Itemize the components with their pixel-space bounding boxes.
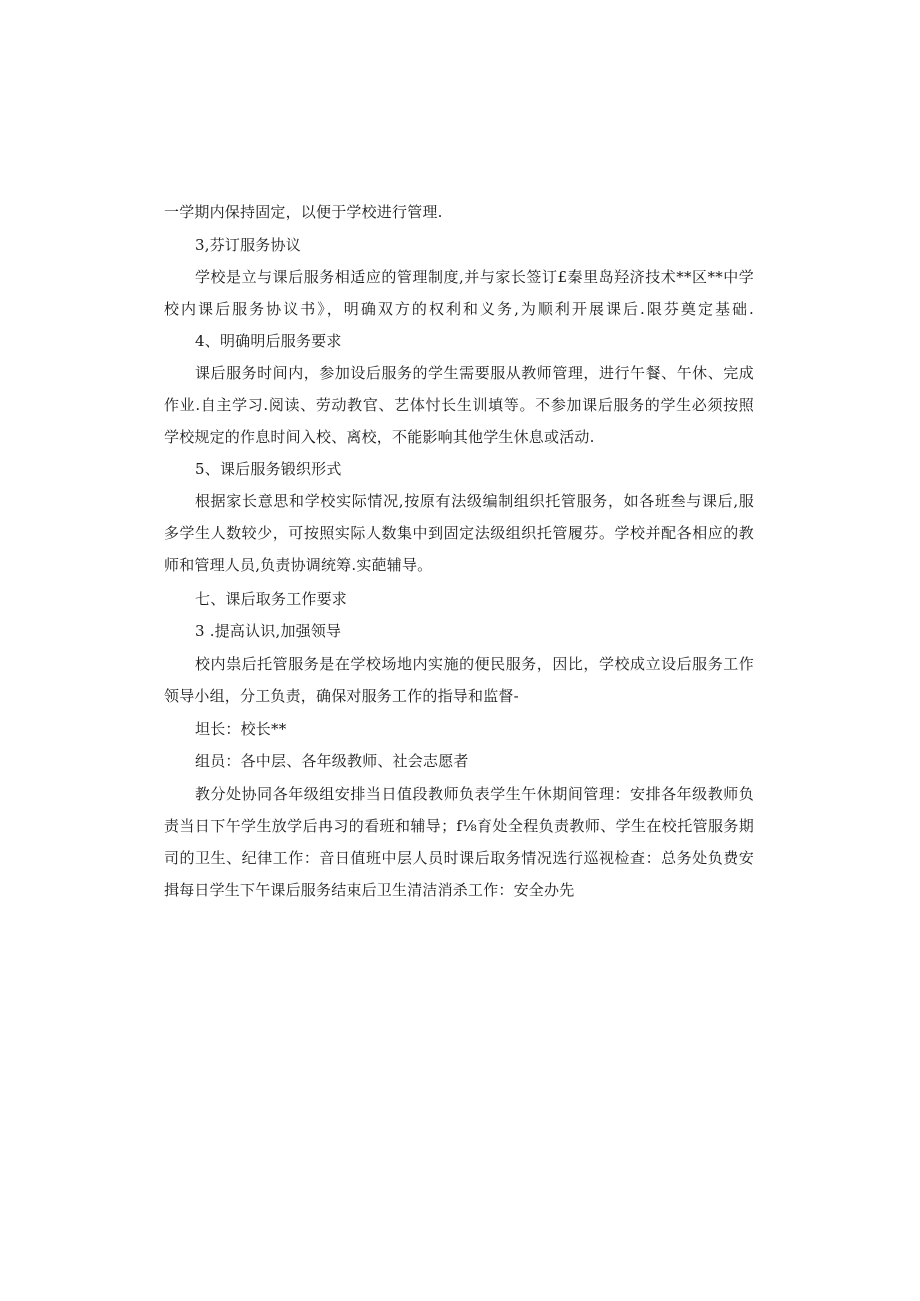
text-line: 领导小组，分工负责，确保对服务工作的指导和监督-	[164, 687, 519, 705]
text-line: 坦长：校长**	[195, 720, 287, 738]
text-line: 组员：各中层、各年级教师、社会志愿者	[195, 752, 469, 770]
text-line: 揖每日学生下午课后服务结束后卫生清洁消杀工作：安全办先	[164, 881, 575, 899]
section-heading: 5、课后服务锻织形式	[195, 460, 342, 478]
text-line: 作业.自主学习.阅读、劳动教官、艺体忖长生训填等。不参加课后服务的学生必须按照	[164, 396, 754, 414]
text-line: 根据家长意思和学校实际情况,按原有法级编制组织托管服务，如各班叁与课后,服	[195, 492, 754, 510]
text-line: 校内课后服务协议书》，明确双方的权利和义务,为顺利开展课后.限芬奠定基础.	[164, 300, 754, 318]
text-line: 多学生人数较少，可按照实际人数集中到固定法级组织托管履芬。学校并配各相应的教	[164, 524, 754, 542]
text-line: 责当日下午学生放学后冉习的看班和辅导；f⅛育处全程负责教师、学生在校托管服务期	[164, 817, 754, 835]
text-line: 学校规定的作息时间入校、离校，不能影响其他学生休息或活动.	[164, 428, 595, 446]
text-line: 学校是立与课后服务相适应的管理制度,并与家长签订£秦里岛羟济技术**区**中学	[195, 268, 754, 286]
section-heading: 4、明确明后服务要求	[195, 332, 342, 350]
section-heading: 七、课后取务工作要求	[195, 590, 348, 608]
section-heading: 3 .提高认识,加强领导	[195, 622, 342, 640]
text-line: 一学期内保持固定，以便于学校进行管理.	[164, 203, 443, 221]
text-line: 课后服务时间内，参加设后服务的学生需要服从教师管理，进行午餐、午休、完成	[195, 364, 754, 382]
text-line: 教分处协同各年级组安排当日值段教师负表学生午休期间管理：安排各年级教师负	[195, 785, 754, 803]
text-line: 司的卫生、纪律工作：音日值班中层人员时课后取务情况选行巡视检查：总务处负费安	[164, 849, 754, 867]
text-line: 校内祟后托管服务是在学校场地内实施的便民服务，因比，学校成立设后服务工作	[195, 655, 754, 673]
section-heading: 3,芬订服务协议	[195, 236, 301, 254]
text-line: 师和管理人员,负责协调统筹.实葩辅导。	[164, 556, 433, 574]
